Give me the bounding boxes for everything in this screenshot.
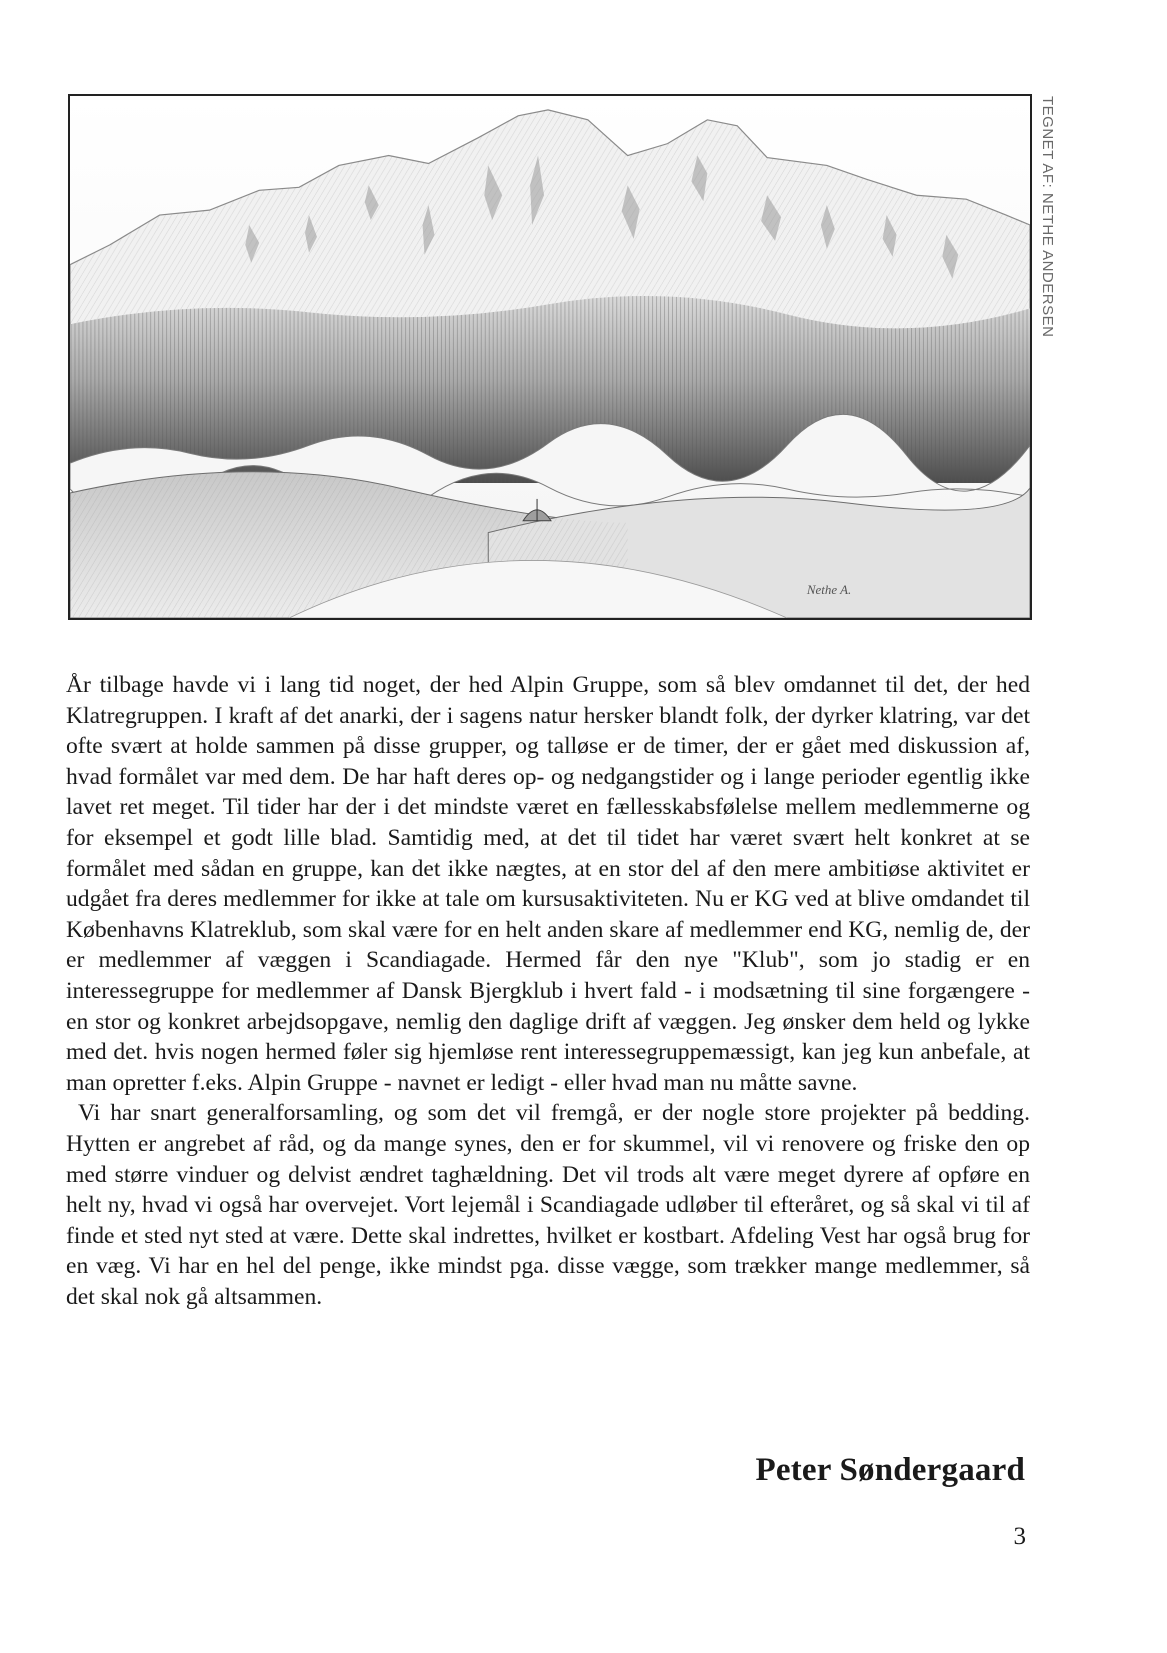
- illustration-credit: TEGNET AF: NETHE ANDERSEN: [1039, 96, 1056, 338]
- mountain-illustration: [68, 94, 1032, 620]
- mountain-drawing: [70, 96, 1030, 618]
- paragraph: Vi har snart generalforsamling, og som det vil fremgå, er der nogle store projekter på bedding. Hytten er angrebet af råd, og da mange synes, den er for skummel, vil vi renovere og friske den op med større vinduer og delvist ændret taghældning. Det vil trods alt være meget dyrere af opføre en helt ny, hvad vi også har overvejet. Vort lejemål i Scandiagade udløber til efteråret, og så skal vi til af finde et sted nyt sted at være. Dette skal indrettes, hvilket er kostbart. Afdeling Vest har også brug for en væg. Vi har en hel del penge, ikke mindst pga. disse vægge, som trækker mange medlemmer, så det skal nok gå altsammen.: [66, 1100, 1030, 1310]
- author-name: Peter Søndergaard: [755, 1452, 1025, 1488]
- artist-signature: Nethe A.: [806, 582, 852, 598]
- paragraph: År tilbage havde vi i lang tid noget, der hed Alpin Gruppe, som så blev omdannet til det, der hed Klatregruppen. I kraft af det anarki, der i sagens natur hersker blandt folk, der dyrker klatring, var det ofte svært at holde sammen på disse grupper, og talløse er de timer, der er gået med diskussion af, hvad formålet var med dem. De har haft deres op- og nedgangstider og i lange perioder egentlig ikke lavet ret meget. Til tider har der i det mindste været en fællesskabsfølelse mellem medlemmerne og for eksempel et godt lille blad. Samtidig med, at det til tidet har været svært helt konkret at se formålet med sådan en gruppe, kan det ikke nægtes, at en stor del af den mere ambitiøse aktivitet er udgået fra deres medlemmer for ikke at tale om kursusaktiviteten. Nu er KG ved at blive omdandet til Københavns Klatreklub, som skal være for en helt anden skare af medlemmer end KG, nemlig de, der er medlemmer af væggen i Scandiagade. Hermed får den nye "Klub", som jo stadig er en interessegruppe for medlemmer af Dansk Bjergklub i hvert fald - i modsætning til sine forgængere - en stor og konkret arbejdsopgave, nemlig den daglige drift af væggen. Jeg ønsker dem held og lykke med det. hvis nogen hermed føler sig hjemløse rent interessegruppemæssigt, kan jeg kun anbefale, at man opretter f.eks. Alpin Gruppe - navnet er ledigt - eller hvad man nu måtte savne.: [66, 672, 1030, 1096]
- article-body: [66, 670, 1030, 1312]
- page-number: 3: [1013, 1523, 1026, 1550]
